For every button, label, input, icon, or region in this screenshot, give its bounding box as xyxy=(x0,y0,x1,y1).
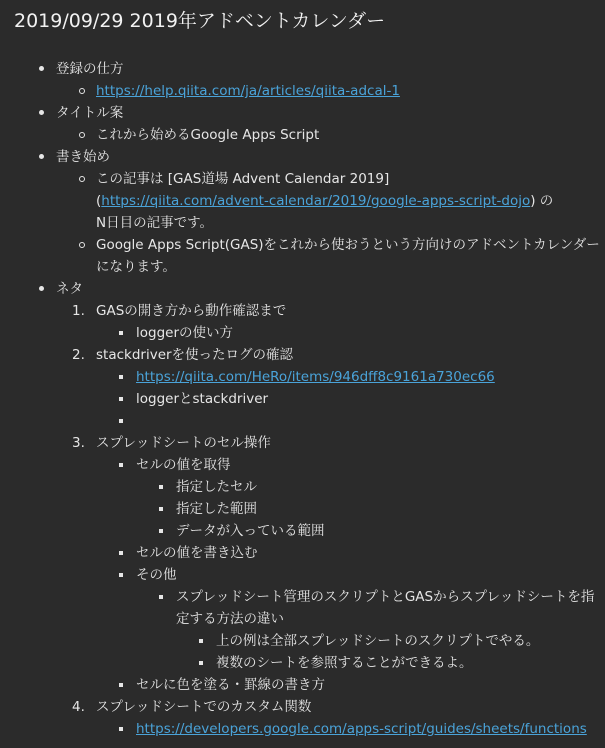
list-item xyxy=(136,388,605,410)
topic-sub-text: loggerの使い方 xyxy=(136,325,234,341)
list-item xyxy=(96,80,605,102)
other-item: スプレッドシート管理のスクリプトとGASからスプレッドシートを指定する方法の違い xyxy=(176,589,595,627)
topic-label: stackdriverを使ったログの確認 xyxy=(96,347,294,363)
list-item xyxy=(176,498,605,520)
intro-text-2: Google Apps Script(GAS)をこれから使おうという方向けのアドベントカレンダーになります。 xyxy=(96,237,600,275)
other-label: その他 xyxy=(136,567,177,583)
cell-color-label: セルに色を塗る・罫線の書き方 xyxy=(136,677,325,693)
list-item-intro xyxy=(56,146,605,278)
register-label: 登録の仕方 xyxy=(56,61,124,77)
intro-text-b: ) の xyxy=(530,193,554,209)
list-item xyxy=(136,454,605,542)
list-item xyxy=(96,168,605,234)
cell-get-item: 指定したセル xyxy=(176,479,257,495)
cell-get-label: セルの値を取得 xyxy=(136,457,231,473)
page-title: 2019/09/29 2019年アドベントカレンダー xyxy=(14,10,386,32)
title-idea-label: タイトル案 xyxy=(56,105,124,121)
topic-sub-text: loggerとstackdriver xyxy=(136,391,269,407)
cell-write-label: セルの値を書き込む xyxy=(136,545,258,561)
custom-functions-link[interactable]: https://developers.google.com/apps-script/guides/sheets/functions xyxy=(136,721,587,737)
topic-item-1 xyxy=(72,300,605,344)
advent-calendar-link[interactable]: https://qiita.com/advent-calendar/2019/google-apps-script-dojo xyxy=(101,193,531,209)
list-item xyxy=(96,124,605,146)
list-item-title-idea xyxy=(56,102,605,146)
topic-number: 2. xyxy=(72,347,85,363)
list-item xyxy=(136,564,605,674)
title-idea-text: これから始めるGoogle Apps Script xyxy=(96,127,320,143)
list-item-register xyxy=(56,58,605,102)
topics-label: ネタ xyxy=(56,281,83,297)
register-help-link[interactable]: https://help.qiita.com/ja/articles/qiita-adcal-1 xyxy=(96,83,400,99)
list-item xyxy=(96,234,605,278)
topic-item-3 xyxy=(72,432,605,696)
list-item xyxy=(136,366,605,388)
cell-get-item: データが入っている範囲 xyxy=(176,523,325,539)
topic-number: 3. xyxy=(72,435,85,451)
stackdriver-link[interactable]: https://qiita.com/HeRo/items/946dff8c9161a730ec66 xyxy=(136,369,495,385)
list-item xyxy=(136,322,605,344)
topic-label: スプレッドシートでのカスタム関数 xyxy=(96,699,312,715)
other-sub-item: 複数のシートを参照することができるよ。 xyxy=(216,655,473,671)
list-item-empty xyxy=(136,410,605,432)
list-item xyxy=(136,674,605,696)
topic-number: 1. xyxy=(72,303,85,319)
intro-label: 書き始め xyxy=(56,149,110,165)
list-item xyxy=(216,630,605,652)
topic-label: スプレッドシートのセル操作 xyxy=(96,435,271,451)
list-item xyxy=(136,718,605,740)
topic-item-2 xyxy=(72,344,605,432)
list-item xyxy=(216,652,605,674)
list-item xyxy=(176,476,605,498)
list-item xyxy=(176,520,605,542)
cell-get-item: 指定した範囲 xyxy=(176,501,257,517)
intro-paren-open: ( xyxy=(96,193,102,209)
topic-label: GASの開き方から動作確認まで xyxy=(96,303,287,319)
outline-list xyxy=(0,58,605,740)
intro-text-c: N日目の記事です。 xyxy=(96,215,214,231)
topic-number: 4. xyxy=(72,699,85,715)
topic-item-4 xyxy=(72,696,605,740)
other-sub-item: 上の例は全部スプレッドシートのスクリプトでやる。 xyxy=(216,633,540,649)
list-item xyxy=(176,586,605,674)
list-item xyxy=(136,542,605,564)
intro-text-a: この記事は [GAS道場 Advent Calendar 2019] xyxy=(96,171,390,187)
list-item-topics xyxy=(56,278,605,740)
